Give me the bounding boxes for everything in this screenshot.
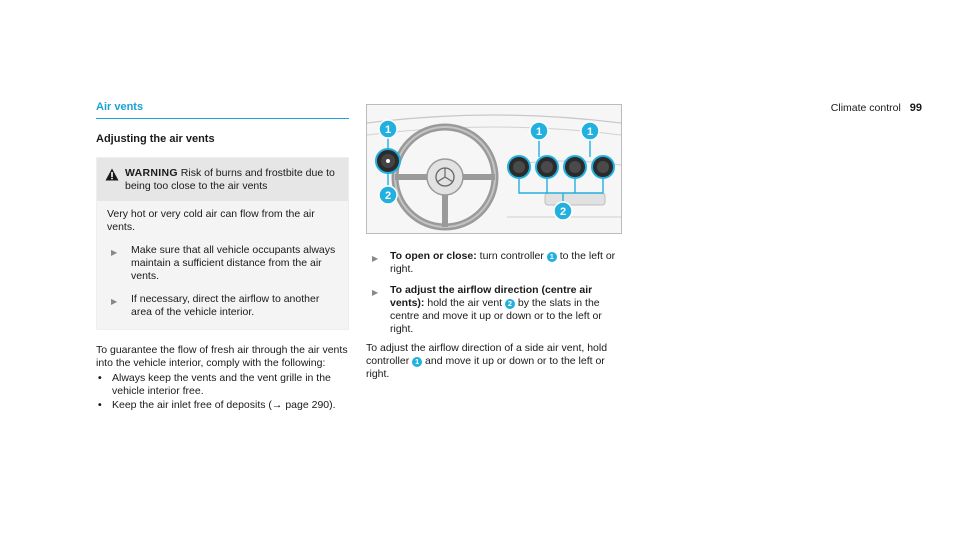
svg-text:1: 1 — [586, 126, 594, 138]
warning-summary: Risk of burns and frostbite due to being too close to the air vents — [125, 167, 335, 192]
bullet-list — [96, 372, 349, 412]
subsection-title: Adjusting the air vents — [96, 133, 215, 145]
instruction-step — [366, 284, 621, 336]
callout-2-left — [379, 186, 397, 204]
section-title: Air vents — [96, 101, 349, 119]
svg-text:2: 2 — [384, 190, 392, 202]
warning-header — [97, 158, 348, 201]
callout-badge: 1 — [547, 252, 557, 262]
intro-text: To guarantee the flow of fresh air through the air vents into the vehicle interior, comply with the following: — [96, 344, 348, 369]
svg-text:2: 2 — [559, 206, 567, 218]
bullet-icon: • — [98, 399, 102, 411]
step-text: by the slats in the centre and move it up or down or to the left or right. — [390, 297, 602, 335]
instruction-steps — [366, 250, 621, 336]
right-column — [366, 104, 621, 381]
side-vent-note: To adjust the airflow direction of a side air vent, hold controller 1 and move it up or down or to the left or right. — [366, 342, 608, 380]
step-heading: To open or close: — [390, 250, 477, 262]
warning-step — [107, 293, 338, 319]
bullet-icon: • — [98, 372, 102, 384]
callout-1-centre-right — [581, 122, 599, 140]
warning-box — [96, 157, 349, 330]
instruction-step — [366, 250, 621, 276]
step-text: to the left or right. — [390, 250, 616, 275]
list-item-text: Keep the air inlet free of deposits (→ page 290). — [112, 399, 336, 411]
warning-description: Very hot or very cold air can flow from the air vents. — [107, 208, 315, 233]
dashboard-illustration — [366, 104, 622, 234]
arrow-right-icon: ▶ — [372, 288, 379, 297]
side-air-vent — [376, 149, 400, 173]
svg-text:1: 1 — [384, 124, 392, 136]
warning-step — [107, 244, 338, 283]
step-text: hold the air vent — [427, 297, 503, 309]
arrow-right-icon: ▶ — [111, 297, 118, 306]
page-number: 99 — [909, 102, 922, 114]
left-column — [96, 101, 349, 413]
arrow-right-icon: ▶ — [111, 248, 118, 257]
callout-1-centre-left — [530, 122, 548, 140]
warning-step-text: If necessary, direct the airflow to another area of the vehicle interior. — [131, 293, 320, 318]
step-text: turn controller — [479, 250, 544, 262]
list-item — [96, 372, 349, 398]
callout-2-centre — [554, 202, 572, 220]
list-item — [96, 399, 349, 412]
callout-1-left — [379, 120, 397, 138]
arrow-right-icon: ▶ — [372, 254, 379, 263]
chapter-title: Climate control — [830, 102, 901, 114]
step-heading: To adjust the airflow direction (centre air vents): — [390, 284, 593, 309]
callout-badge: 1 — [412, 357, 422, 367]
warning-step-text: Make sure that all vehicle occupants always maintain a sufficient distance from the air vents. — [131, 244, 336, 282]
warning-body — [97, 201, 348, 329]
page-header — [786, 102, 922, 114]
svg-text:1: 1 — [535, 126, 543, 138]
list-item-text: Always keep the vents and the vent grille in the vehicle interior free. — [112, 372, 331, 397]
callout-badge: 2 — [505, 299, 515, 309]
warning-triangle-icon — [105, 168, 121, 193]
warning-label: WARNING — [125, 167, 178, 179]
